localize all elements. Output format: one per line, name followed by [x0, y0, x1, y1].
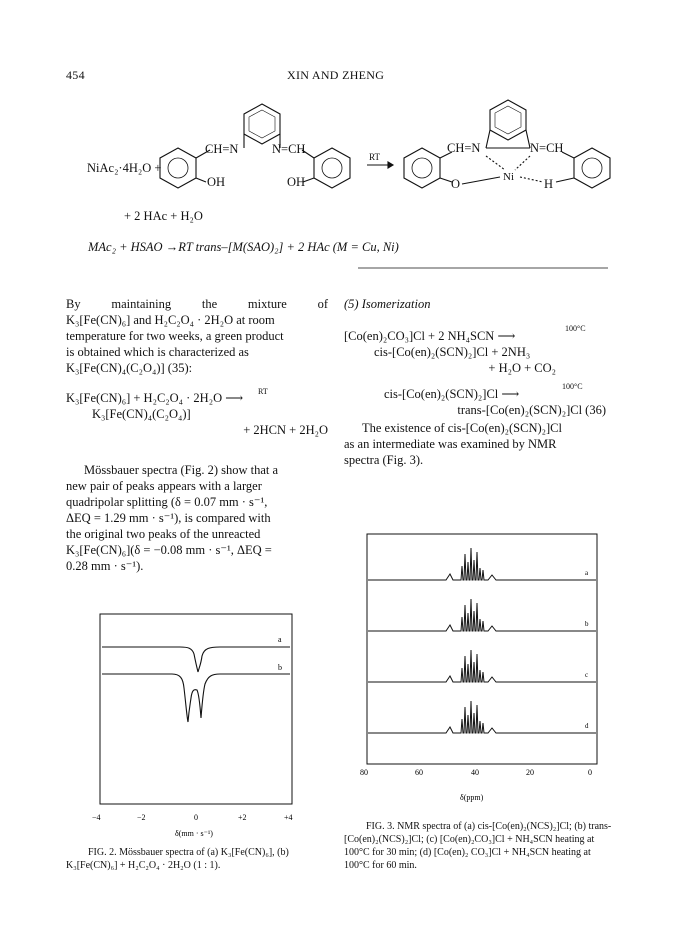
section-title: (5) Isomerization: [344, 297, 431, 311]
byproducts: + 2 HAc + H₂O: [124, 209, 203, 223]
equation-isomer-1: [Co(en)₂CO₃]Cl + 2 NH₄SCN 100°C ⟶ cis-[Co(en)₂(SCN)₂]Cl + 2NH₃ + H₂O + CO₂: [344, 324, 586, 375]
ligand-benzene-left: [160, 148, 196, 188]
ligand-oh-left: OH: [207, 175, 226, 189]
product-benzene-left: [404, 148, 440, 188]
fig3-trace-c: [368, 650, 596, 682]
fig2-frame: [100, 614, 292, 804]
fig2-curve-b: [102, 674, 290, 722]
ligand-benzene-right: [314, 148, 350, 188]
fig3-tick-0: 0: [588, 768, 592, 777]
fig2-xlabel: δ(mm · s⁻¹): [175, 829, 213, 838]
arrow-label: RT: [369, 152, 380, 162]
fig3-nmr-chart: [350, 528, 612, 808]
fig2-tick-p4: +4: [284, 813, 293, 822]
fig2-label-b: b: [278, 663, 282, 672]
product-benzene-right: [574, 148, 610, 188]
ligand-n-ch: N=CH: [272, 142, 306, 156]
fig3-tick-60: 60: [415, 768, 423, 777]
fig2-tick-p2: +2: [238, 813, 247, 822]
fig2-tick-0: 0: [194, 813, 198, 822]
equation-isomer-2: cis-[Co(en)₂(SCN)₂]Cl 100°C ⟶ trans-[Co(en)₂(SCN)₂]Cl (36): [384, 382, 606, 417]
left-paragraph-2: Mössbauer spectra (Fig. 2) show that a new pair of peaks appears with a larger quadripolar splitting (δ = 0.07 mm · s⁻¹, ΔEQ = 1.29 mm · s⁻¹), is compared with the original two peaks of the unreacted K₃[Fe(CN)₆](δ = −0.08 mm · s⁻¹, ΔEQ = 0.28 mm · s⁻¹).: [66, 463, 279, 573]
fig3-trace-a: [368, 548, 596, 580]
fig3-label-c: c: [585, 671, 589, 679]
fig3-label-b: b: [585, 620, 589, 628]
fig3-caption: FIG. 3. NMR spectra of (a) cis-[Co(en)₂(NCS)₂]Cl; (b) trans-[Co(en)₂(NCS)₂]Cl; (c) [Co(en)₂CO₃]Cl + NH₄SCN heating at 100°C for 30 min; (d) [Co(en)₂ CO₃]Cl + NH₄SCN heating at 100°C for 60 min.: [344, 821, 612, 871]
fig3-xlabel: δ(ppm): [460, 793, 484, 802]
fig3-tick-40: 40: [471, 768, 479, 777]
equation-35: K₃[Fe(CN)₆] + H₂C₂O₄ · 2H₂O RT ⟶ K₃[Fe(CN)₄(C₂O₄)] + 2HCN + 2H₂O: [66, 387, 328, 437]
page-number: 454: [66, 68, 85, 82]
fig2-label-a: a: [278, 635, 282, 644]
ligand-oh-right: OH: [287, 175, 306, 189]
general-equation: MAc₂ + HSAO →RT trans–[M(SAO)₂] + 2 HAc (M = Cu, Ni): [88, 240, 399, 254]
fig2-curve-a: [102, 647, 290, 672]
reactant-prefix: NiAc₂·4H₂O +: [87, 161, 162, 175]
fig2-mossbauer-chart: [80, 610, 320, 845]
product-o: O: [451, 177, 461, 191]
fig3-label-d: d: [585, 722, 589, 730]
fig3-label-a: a: [585, 569, 589, 577]
fig3-trace-b: [368, 599, 596, 631]
fig3-tick-20: 20: [526, 768, 534, 777]
left-paragraph-1: By maintaining the mixture of K₃[Fe(CN)₆] and H₂C₂O₄ · 2H₂O at room temperature for two weeks, a green product is obtained which is characterized as K₃[Fe(CN)₄(C₂O₄)] (35):: [66, 297, 328, 375]
right-paragraph: The existence of cis-[Co(en)₂(SCN)₂]Cl as an intermediate was examined by NMR spectra (Fig. 3).: [344, 421, 562, 467]
running-title: XIN AND ZHENG: [287, 68, 385, 82]
product-ni: Ni: [503, 171, 514, 183]
product-ch-n: CH=N: [447, 141, 481, 155]
fig2-caption: FIG. 2. Mössbauer spectra of (a) K₃[Fe(CN)₆], (b) K₃[Fe(CN)₆] + H₂C₂O₄ · 2H₂O (1 : 1).: [66, 847, 289, 871]
product-h: H: [544, 177, 554, 191]
fig2-tick-m4: −4: [92, 813, 101, 822]
fig3-tick-80: 80: [360, 768, 368, 777]
ligand-ch-n: CH=N: [205, 142, 239, 156]
fig3-trace-d: [368, 701, 596, 733]
product-n-ch: N=CH: [530, 141, 564, 155]
fig2-tick-m2: −2: [137, 813, 146, 822]
